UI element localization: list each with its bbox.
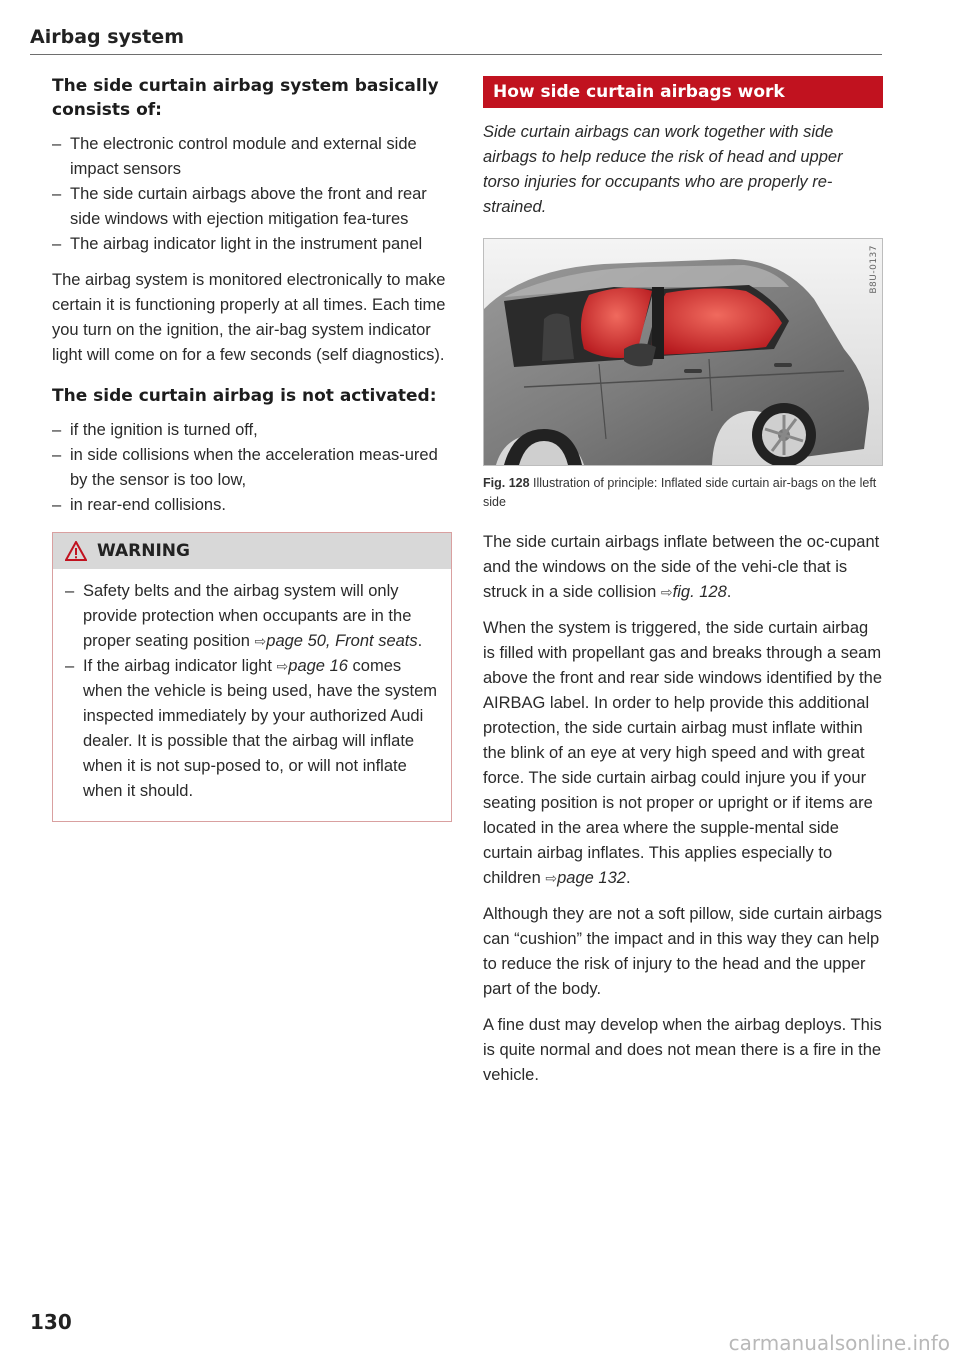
warning-label: WARNING: [97, 541, 190, 561]
list-item: [65, 579, 439, 654]
paragraph-text: The side curtain airbags inflate between the oc-cupant and the windows on the side of the vehi-cle that is struck in a side collision: [483, 533, 880, 601]
list-item: – if the ignition is turned off,: [52, 418, 452, 443]
watermark: carmanualsonline.info: [728, 1331, 950, 1355]
punctuation: .: [417, 632, 423, 650]
list-item: – in rear-end collisions.: [52, 493, 452, 518]
cross-reference-link[interactable]: fig. 128: [672, 583, 727, 601]
section-intro: Side curtain airbags can work together with side airbags to help reduce the risk of head and upper torso injuries for occupants who are properly re-strained.: [483, 123, 843, 216]
punctuation: .: [625, 869, 631, 887]
paragraph-triggered: [483, 616, 883, 891]
car-side-airbag-illustration: [484, 239, 882, 465]
warning-box: [52, 532, 452, 822]
paragraph-cushion: Although they are not a soft pillow, side curtain airbags can “cushion” the impact and in this way they can help to reduce the risk of injury to the head and the upper part of the body.: [483, 905, 882, 998]
paragraph-text: When the system is triggered, the side curtain airbag is filled with propellant gas and breaks through a seam above the front and rear side windows identified by the AIRBAG label. In order to help provide this additional protection, the side curtain airbag must inflate within the blink of an eye at very high speed and with great force. The side curtain airbag could injure you if your seating position is not proper or upright or if items are located in the area where the supple-mental side curtain airbag inflates. This applies especially to children: [483, 619, 882, 887]
arrow-right-icon: ⇨: [276, 658, 289, 674]
warning-header: [53, 533, 451, 569]
arrow-right-icon: ⇨: [660, 584, 673, 600]
list-item: – The electronic control module and external side impact sensors: [52, 132, 452, 182]
paragraph-dust: A fine dust may develop when the airbag deploys. This is quite normal and does not mean there is a fire in the vehicle.: [483, 1016, 882, 1084]
figure-car-illustration: [483, 238, 883, 466]
right-column: [483, 76, 883, 1099]
section-title: How side curtain airbags work: [483, 76, 883, 108]
list-item: – The side curtain airbags above the front and rear side windows with ejection mitigation fea-tures: [52, 182, 452, 232]
heading-system-components: The side curtain airbag system basically consists of:: [52, 76, 439, 120]
heading-not-activated: The side curtain airbag is not activated:: [52, 386, 437, 406]
components-list: [52, 132, 452, 257]
cross-reference-link[interactable]: page 132: [557, 869, 626, 887]
figure-code: B8U-0137: [869, 245, 879, 294]
punctuation: .: [726, 583, 732, 601]
list-item: [65, 654, 439, 804]
warning-triangle-icon: [65, 541, 87, 561]
paragraph-inflation: [483, 530, 883, 605]
cross-reference-link[interactable]: page 16: [288, 657, 348, 675]
cross-reference-link[interactable]: page 50, Front seats: [266, 632, 418, 650]
running-header: Airbag system: [30, 26, 882, 55]
figure-caption: [483, 474, 883, 512]
warning-text: If the airbag indicator light: [83, 657, 272, 675]
arrow-right-icon: ⇨: [545, 870, 558, 886]
list-item: – The airbag indicator light in the instrument panel: [52, 232, 452, 257]
warning-text: Safety belts and the airbag system will only provide protection when occupants are in the proper seating position: [83, 582, 412, 650]
caption-label: Fig. 128: [483, 476, 530, 490]
warning-body: [53, 569, 451, 821]
monitoring-paragraph: The airbag system is monitored electronically to make certain it is functioning properly at all times. Each time you turn on the ignition, the air-bag system indicator light will come on for a few seconds (self diagnostics).: [52, 271, 446, 364]
page-number: 130: [30, 1310, 72, 1334]
warning-list: [65, 579, 439, 804]
list-item: – in side collisions when the acceleration meas-ured by the sensor is too low,: [52, 443, 452, 493]
caption-text: Illustration of principle: Inflated side curtain air-bags on the left side: [483, 476, 877, 509]
warning-text: comes when the vehicle is being used, have the system inspected immediately by your authorized Audi dealer. It is possible that the airbag will inflate when it is not sup-posed to, or will not inflate when it should.: [83, 657, 438, 800]
not-activated-list: [52, 418, 452, 518]
left-column: [52, 74, 452, 822]
arrow-right-icon: ⇨: [254, 633, 267, 649]
